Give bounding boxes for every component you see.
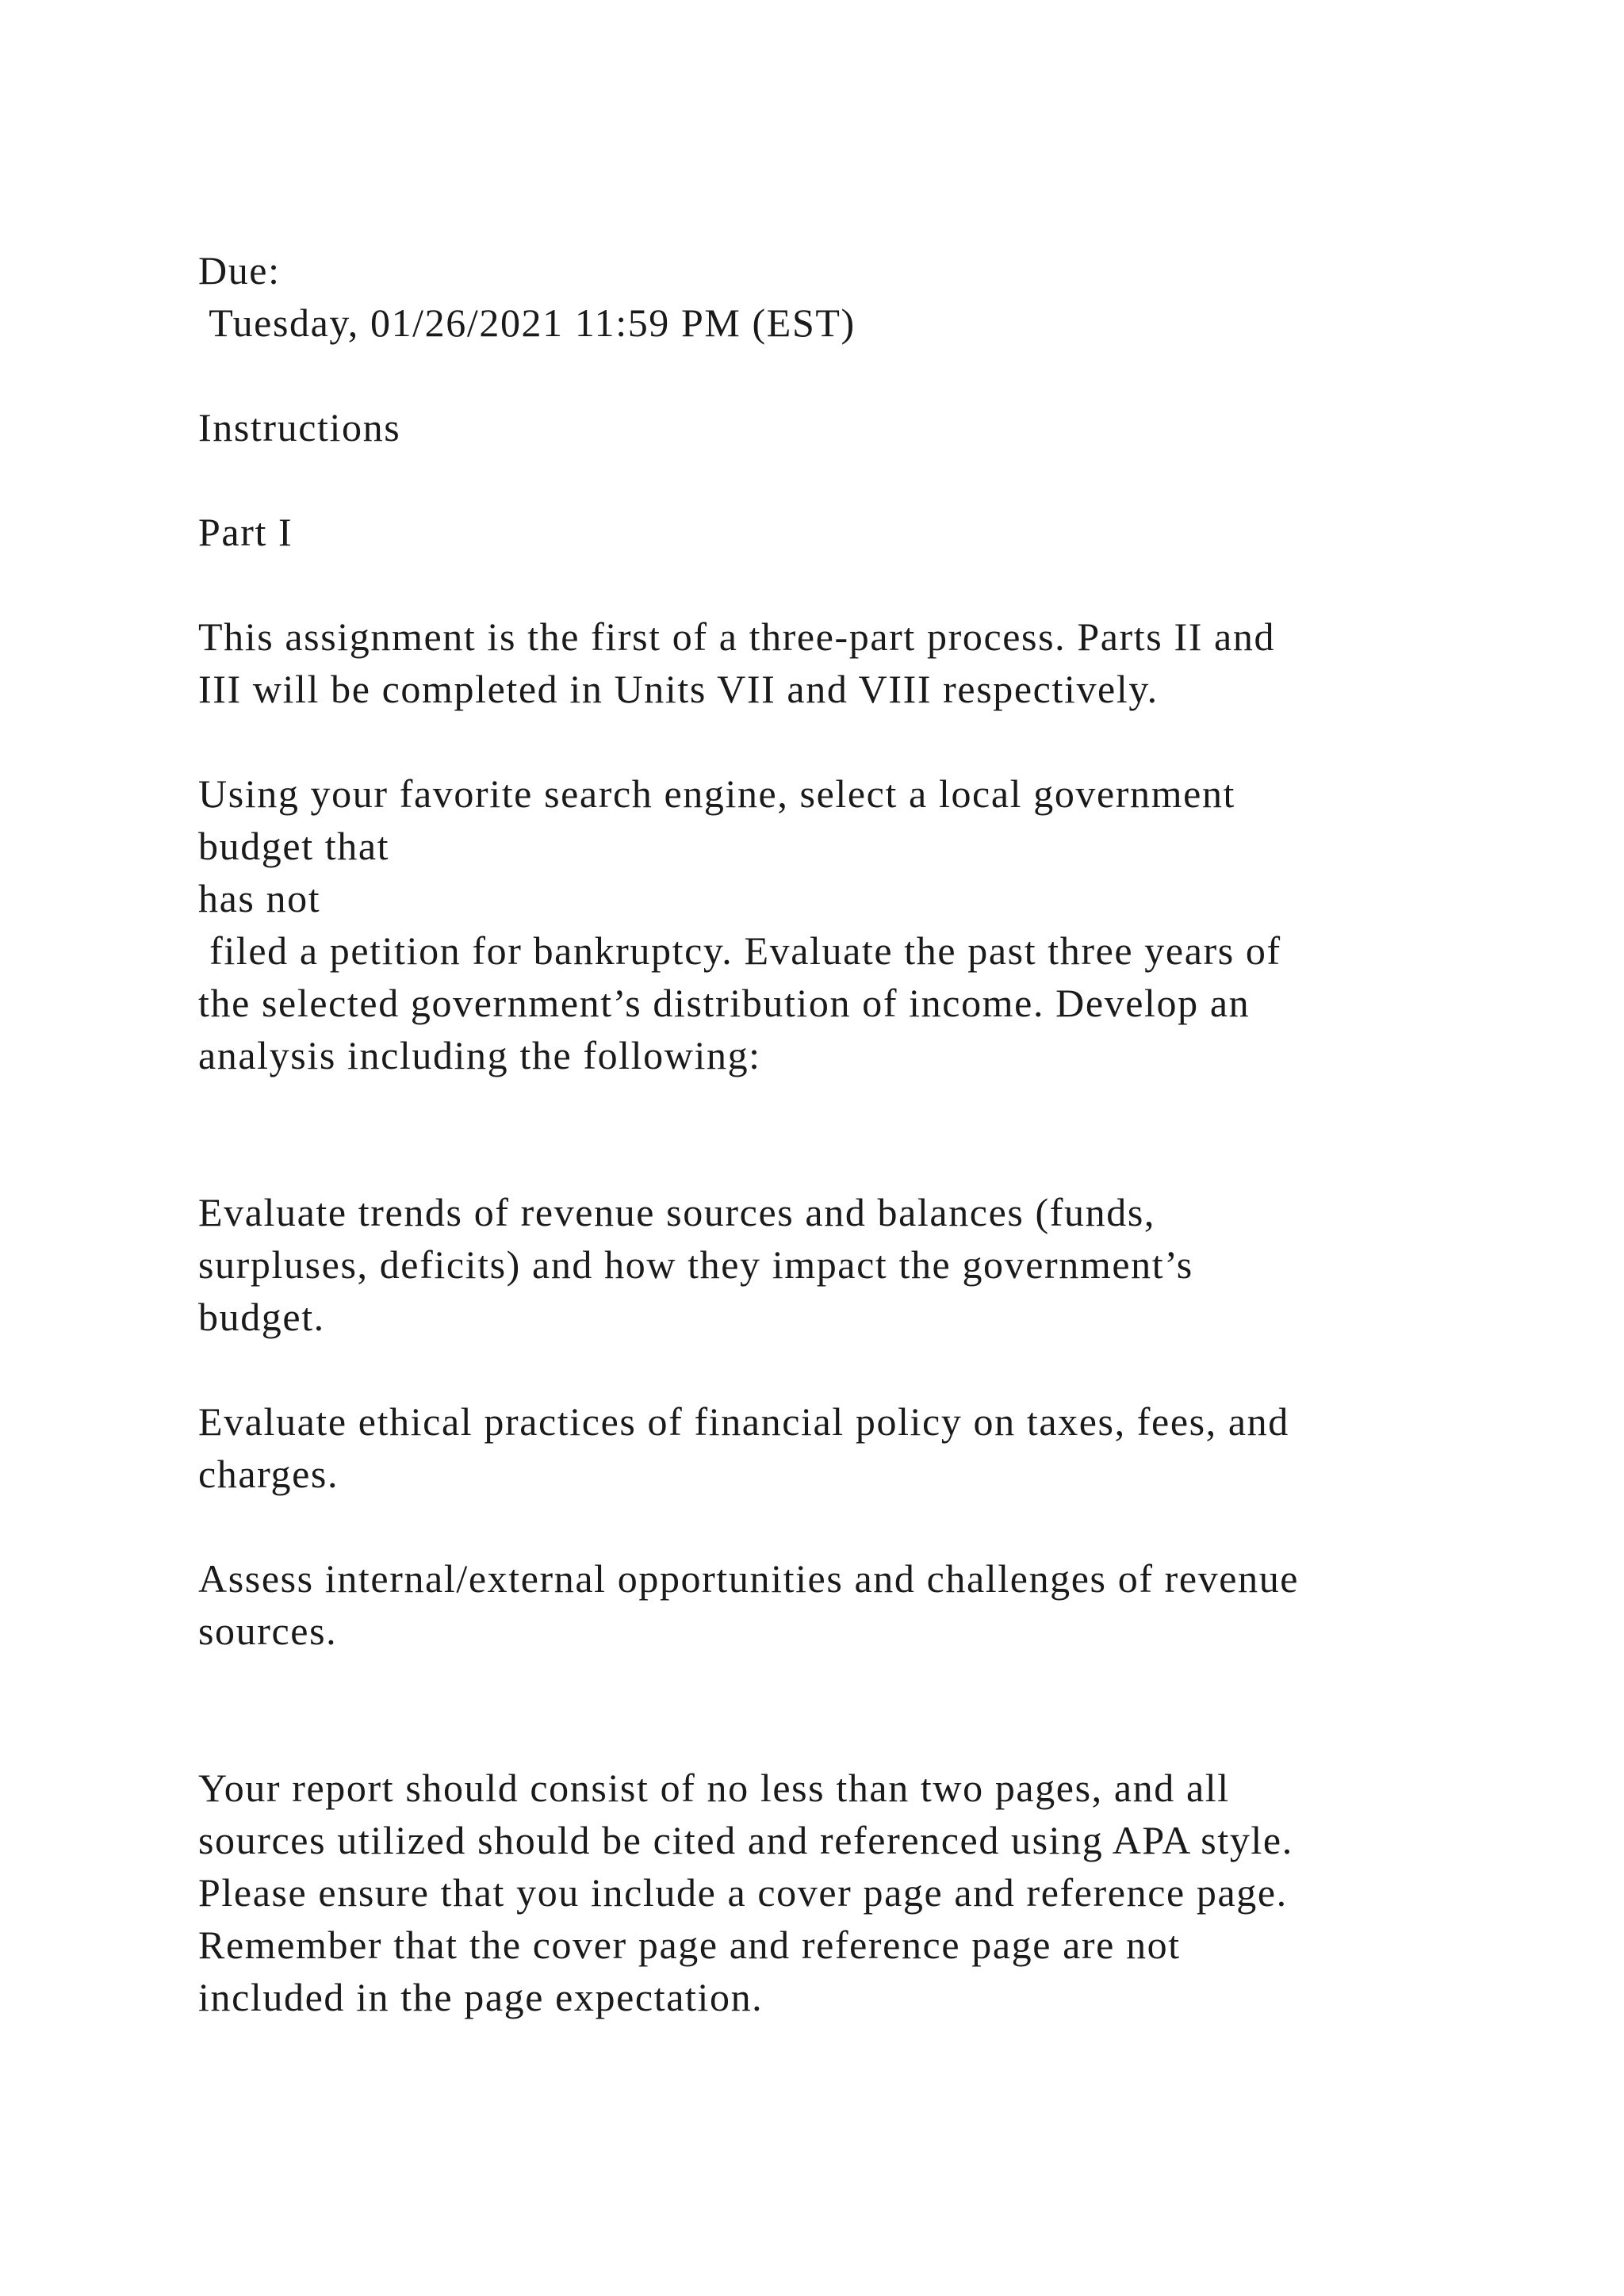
text-line: analysis including the following: (198, 1033, 761, 1077)
text-line: charges. (198, 1452, 339, 1496)
spacer (198, 558, 1515, 610)
text-line: Remember that the cover page and reference page are not (198, 1923, 1181, 1967)
spacer (198, 1657, 1515, 1709)
text-line: Assess internal/external opportunities and challenges of revenue (198, 1556, 1300, 1601)
text-line: Evaluate ethical practices of financial policy on taxes, fees, and (198, 1399, 1289, 1444)
text-line: Your report should consist of no less than two pages, and all (198, 1766, 1230, 1810)
due-label: Due: (198, 248, 281, 293)
spacer (198, 1709, 1515, 1762)
task-paragraph (198, 767, 1515, 1081)
text-line: has not (198, 876, 321, 920)
text-line: sources. (198, 1609, 338, 1653)
text-line: III will be completed in Units VII and VIII respectively. (198, 667, 1159, 711)
closing-paragraph (198, 1762, 1515, 2023)
due-date: Tuesday, 01/26/2021 11:59 PM (EST) (198, 300, 856, 345)
spacer (198, 1500, 1515, 1552)
item-ethical-practices (198, 1395, 1515, 1500)
spacer (198, 453, 1515, 506)
spacer (198, 1343, 1515, 1395)
text-line: Please ensure that you include a cover page and reference page. (198, 1870, 1288, 1915)
item-opportunities-challenges (198, 1552, 1515, 1657)
spacer (198, 715, 1515, 767)
intro-paragraph (198, 610, 1515, 715)
text-line: Evaluate trends of revenue sources and balances (funds, (198, 1190, 1155, 1234)
text-line: filed a petition for bankruptcy. Evaluate the past three years of (198, 928, 1281, 973)
text-line: sources utilized should be cited and referenced using APA style. (198, 1818, 1293, 1862)
text-line: surpluses, deficits) and how they impact the government’s (198, 1242, 1193, 1287)
instructions-heading: Instructions (198, 405, 401, 450)
text-line: This assignment is the first of a three-part process. Parts II and (198, 614, 1276, 659)
part-heading: Part I (198, 510, 293, 554)
spacer (198, 349, 1515, 401)
text-line: budget that (198, 824, 390, 868)
text-line: budget. (198, 1295, 325, 1339)
document-body (198, 244, 1515, 2023)
text-line: included in the page expectation. (198, 1975, 764, 2019)
text-line: Using your favorite search engine, select a local government (198, 771, 1236, 816)
text-line: the selected government’s distribution of income. Develop an (198, 981, 1251, 1025)
item-revenue-trends (198, 1186, 1515, 1343)
spacer (198, 1134, 1515, 1186)
spacer (198, 1081, 1515, 1134)
